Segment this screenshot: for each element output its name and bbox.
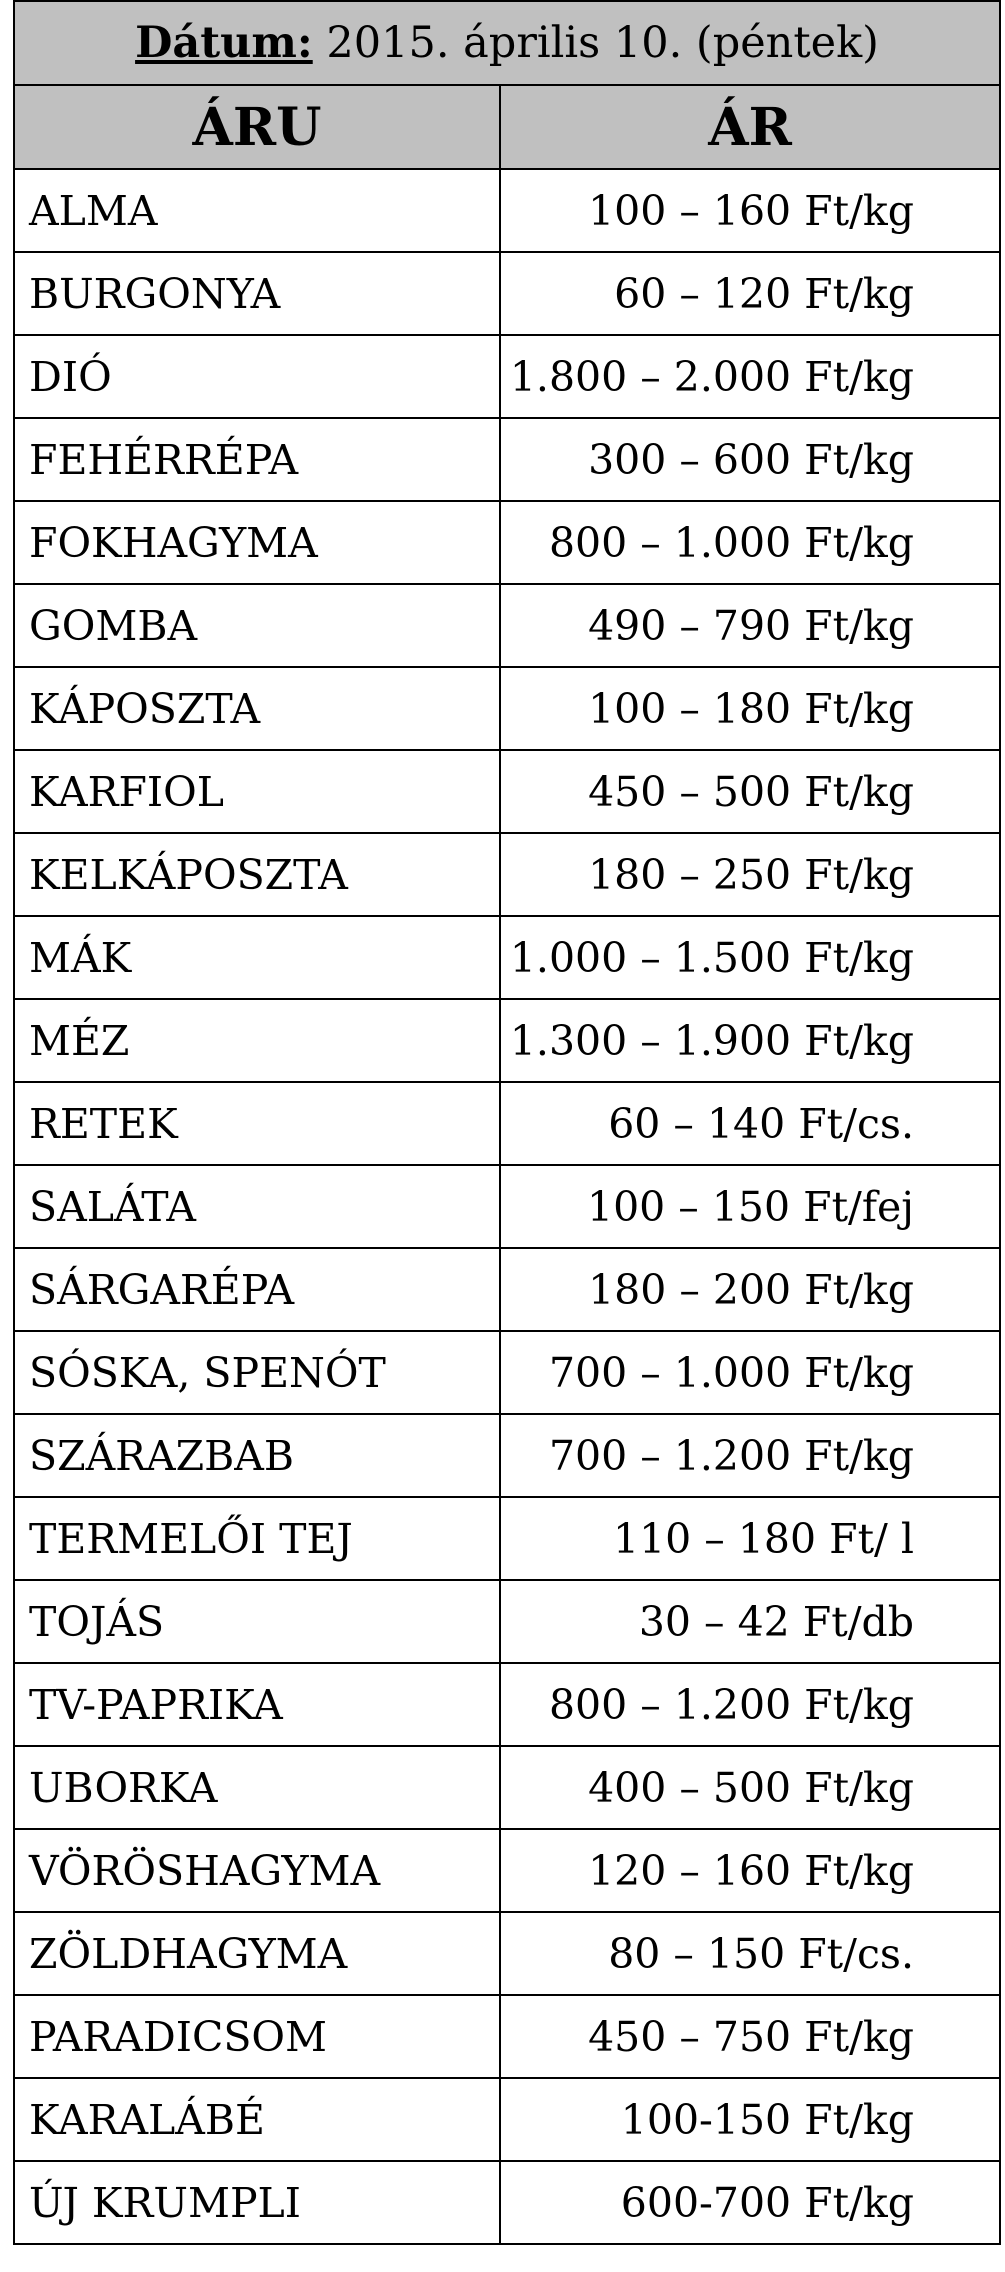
table-row <box>14 169 1000 252</box>
item-name-cell: TERMELŐI TEJ <box>14 1497 500 1580</box>
price-cell: 1.800 – 2.000 Ft/kg <box>500 335 1000 418</box>
price-cell: 100 – 180 Ft/kg <box>500 667 1000 750</box>
item-name-cell: RETEK <box>14 1082 500 1165</box>
price-table <box>13 0 1001 2245</box>
price-cell: 400 – 500 Ft/kg <box>500 1746 1000 1829</box>
item-name-cell: ÚJ KRUMPLI <box>14 2161 500 2244</box>
price-cell: 490 – 790 Ft/kg <box>500 584 1000 667</box>
table-row <box>14 1248 1000 1331</box>
price-cell: 180 – 250 Ft/kg <box>500 833 1000 916</box>
price-cell: 30 – 42 Ft/db <box>500 1580 1000 1663</box>
table-row <box>14 1331 1000 1414</box>
table-row <box>14 584 1000 667</box>
price-cell: 700 – 1.000 Ft/kg <box>500 1331 1000 1414</box>
price-cell: 60 – 120 Ft/kg <box>500 252 1000 335</box>
table-row <box>14 1746 1000 1829</box>
item-name-cell: SÁRGARÉPA <box>14 1248 500 1331</box>
item-name-cell: SALÁTA <box>14 1165 500 1248</box>
item-name-cell: ALMA <box>14 169 500 252</box>
table-row <box>14 1165 1000 1248</box>
table-row <box>14 1414 1000 1497</box>
date-value: 2015. április 10. (péntek) <box>312 18 879 68</box>
item-name-cell: TV-PAPRIKA <box>14 1663 500 1746</box>
price-cell: 60 – 140 Ft/cs. <box>500 1082 1000 1165</box>
price-cell: 100 – 160 Ft/kg <box>500 169 1000 252</box>
item-name-cell: GOMBA <box>14 584 500 667</box>
table-row <box>14 916 1000 999</box>
item-name-cell: KÁPOSZTA <box>14 667 500 750</box>
date-row <box>14 1 1000 85</box>
price-cell: 80 – 150 Ft/cs. <box>500 1912 1000 1995</box>
price-cell: 300 – 600 Ft/kg <box>500 418 1000 501</box>
item-name-cell: FOKHAGYMA <box>14 501 500 584</box>
item-name-cell: MÉZ <box>14 999 500 1082</box>
table-row <box>14 418 1000 501</box>
table-row <box>14 1663 1000 1746</box>
table-row <box>14 501 1000 584</box>
item-name-cell: UBORKA <box>14 1746 500 1829</box>
table-body <box>14 169 1000 2244</box>
table-row <box>14 1082 1000 1165</box>
table-row <box>14 335 1000 418</box>
table-row <box>14 1497 1000 1580</box>
item-name-cell: KELKÁPOSZTA <box>14 833 500 916</box>
table-row <box>14 750 1000 833</box>
item-name-cell: MÁK <box>14 916 500 999</box>
item-name-cell: VÖRÖSHAGYMA <box>14 1829 500 1912</box>
table-row <box>14 1912 1000 1995</box>
price-cell: 180 – 200 Ft/kg <box>500 1248 1000 1331</box>
item-name-cell: KARALÁBÉ <box>14 2078 500 2161</box>
item-name-cell: KARFIOL <box>14 750 500 833</box>
price-cell: 800 – 1.000 Ft/kg <box>500 501 1000 584</box>
price-cell: 600-700 Ft/kg <box>500 2161 1000 2244</box>
table-row <box>14 1829 1000 1912</box>
table-row <box>14 2078 1000 2161</box>
price-cell: 1.300 – 1.900 Ft/kg <box>500 999 1000 1082</box>
item-name-cell: SÓSKA, SPENÓT <box>14 1331 500 1414</box>
table-row <box>14 252 1000 335</box>
item-name-cell: PARADICSOM <box>14 1995 500 2078</box>
date-label: Dátum: <box>135 18 313 68</box>
column-header-item: ÁRU <box>14 85 500 169</box>
item-name-cell: SZÁRAZBAB <box>14 1414 500 1497</box>
date-cell <box>14 1 1000 85</box>
column-header-price: ÁR <box>500 85 1000 169</box>
price-cell: 100 – 150 Ft/fej <box>500 1165 1000 1248</box>
table-row <box>14 2161 1000 2244</box>
price-cell: 800 – 1.200 Ft/kg <box>500 1663 1000 1746</box>
table-row <box>14 1580 1000 1663</box>
table-row <box>14 999 1000 1082</box>
item-name-cell: TOJÁS <box>14 1580 500 1663</box>
column-header-row <box>14 85 1000 169</box>
price-list-sheet <box>13 0 999 2245</box>
table-row <box>14 1995 1000 2078</box>
price-cell: 110 – 180 Ft/ l <box>500 1497 1000 1580</box>
item-name-cell: ZÖLDHAGYMA <box>14 1912 500 1995</box>
item-name-cell: BURGONYA <box>14 252 500 335</box>
item-name-cell: FEHÉRRÉPA <box>14 418 500 501</box>
price-cell: 450 – 500 Ft/kg <box>500 750 1000 833</box>
price-cell: 450 – 750 Ft/kg <box>500 1995 1000 2078</box>
price-cell: 100-150 Ft/kg <box>500 2078 1000 2161</box>
table-row <box>14 833 1000 916</box>
price-cell: 700 – 1.200 Ft/kg <box>500 1414 1000 1497</box>
item-name-cell: DIÓ <box>14 335 500 418</box>
table-row <box>14 667 1000 750</box>
price-cell: 120 – 160 Ft/kg <box>500 1829 1000 1912</box>
price-cell: 1.000 – 1.500 Ft/kg <box>500 916 1000 999</box>
